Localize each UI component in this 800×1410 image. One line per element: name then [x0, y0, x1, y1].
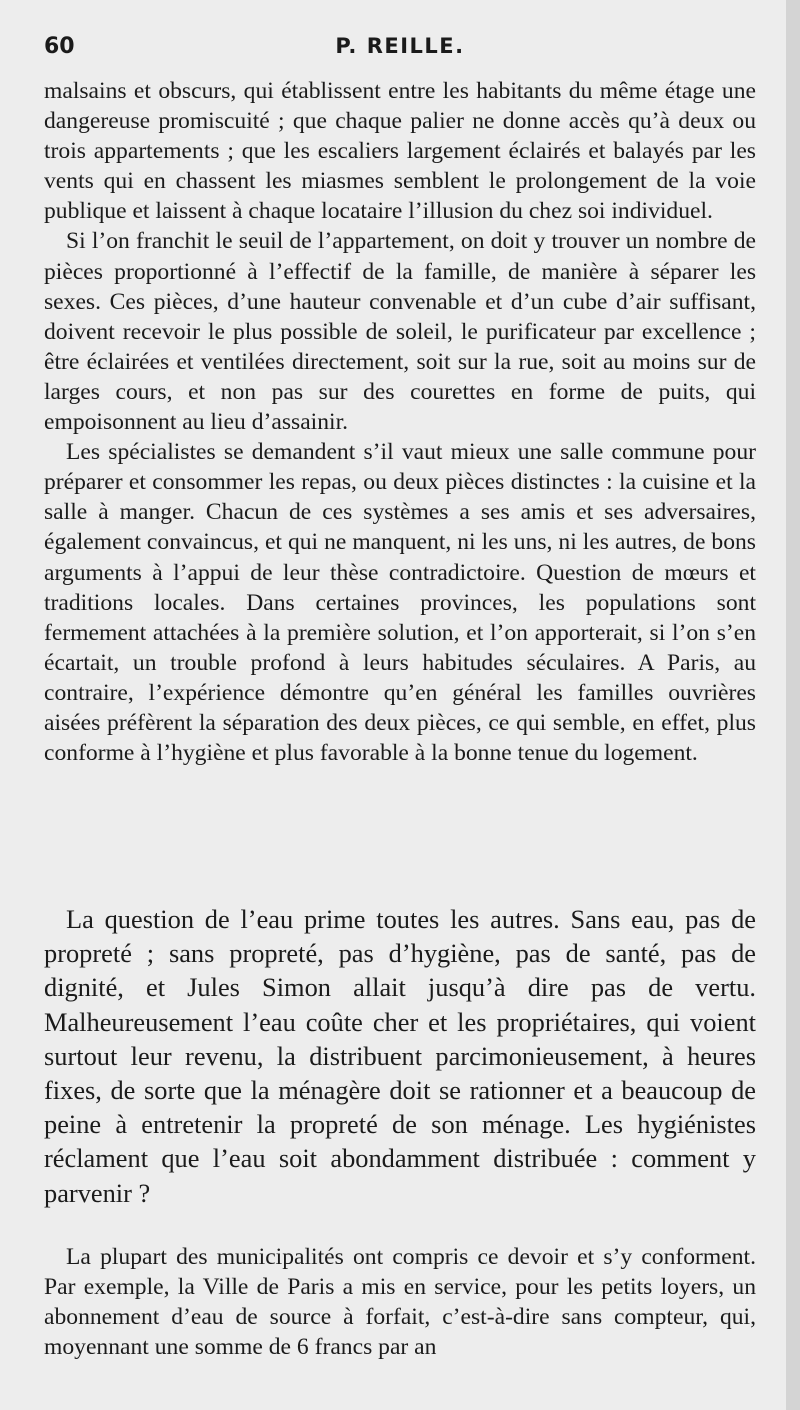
- page-header: [44, 34, 756, 70]
- paragraph-1: malsains et obscurs, qui établissent entre les habitants du même étage une dangereuse promiscuité ; que chaque palier ne donne accès qu’à deux ou trois appartements ; que les escaliers largement éclairés et balayés par les vents qui en chassent les miasmes semblent le prolongement de la voie publique et laissent à chaque locataire l’illusion du chez soi individuel.: [44, 78, 756, 225]
- body-text-large: [44, 902, 756, 1210]
- body-text-final: [44, 1242, 756, 1362]
- paragraph-5: La plupart des municipalités ont compris ce devoir et s’y conforment. Par exemple, la Ville de Paris a mis en service, pour les petits loyers, un abonnement d’eau de source à forfait, c’est-à-dire sans compteur, qui, moyennant une somme de 6 francs par an: [44, 1244, 756, 1361]
- running-head: P. REILLE.: [335, 34, 465, 58]
- paragraph-2: Si l’on franchit le seuil de l’appartement, on doit y trouver un nombre de pièces proportionné à l’effectif de la famille, de manière à séparer les sexes. Ces pièces, d’une hauteur convenable et d’un cube d’air suffisant, doivent recevoir le plus possible de soleil, le purificateur par excellence ; être éclairées et ventilées directement, soit sur la rue, soit au moins sur de larges cours, et non pas sur des courettes en forme de puits, qui empoisonnent au lieu d’assainir.: [44, 228, 756, 436]
- body-text-small: [44, 76, 756, 768]
- paragraph-4: La question de l’eau prime toutes les autres. Sans eau, pas de propreté ; sans propreté, pas d’hygiène, pas de santé, pas de dignité, et Jules Simon allait jusqu’à dire pas de vertu. Malheureusement l’eau coûte cher et les propriétaires, qui voient surtout leur revenu, la distribuent parcimonieusement, à heures fixes, de sorte que la ménagère doit se rationner et a beaucoup de peine à entretenir la propreté de son ménage. Les hygiénistes réclament que l’eau soit abondamment distribuée : comment y parvenir ?: [44, 904, 756, 1208]
- page-number: 60: [44, 34, 75, 59]
- paragraph-3: Les spécialistes se demandent s’il vaut mieux une salle commune pour préparer et consommer les repas, ou deux pièces distinctes : la cuisine et la salle à manger. Chacun de ces systèmes a ses amis et ses adversaires, également convaincus, et qui ne manquent, ni les uns, ni les autres, de bons arguments à l’appui de leur thèse contradictoire. Question de mœurs et traditions locales. Dans certaines provinces, les populations sont fermement attachées à la première solution, et l’on apporterait, si l’on s’en écartait, un trouble profond à leurs habitudes séculaires. A Paris, au contraire, l’expérience démontre qu’en général les familles ouvrières aisées préfèrent la séparation des deux pièces, ce qui semble, en effet, plus conforme à l’hygiène et plus favorable à la bonne tenue du logement.: [44, 439, 756, 767]
- page-edge: [786, 0, 800, 1410]
